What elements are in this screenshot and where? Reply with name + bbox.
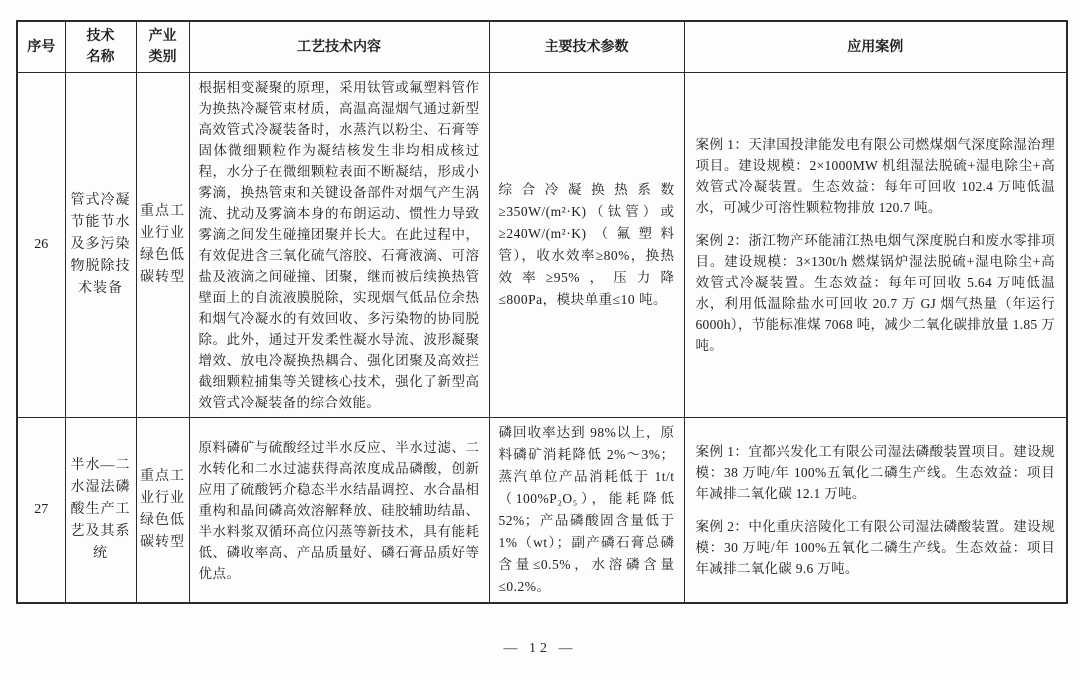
header-tech-params (489, 21, 684, 73)
header-application-cases (684, 21, 1067, 73)
table-row-26 (17, 73, 1067, 418)
tech-params: 综合冷凝换热系数≥350W/(m²·K)（钛管）或≥240W/(m²·K)（氟塑料管），收水效率≥80%，换热效率≥95%，压力降≤800Pa，模块单重≤10 吨。 (489, 73, 684, 418)
row-number: 26 (17, 73, 65, 418)
industry-category: 重点工业行业绿色低碳转型 (136, 73, 189, 418)
case-paragraph: 案例 1：天津国投津能发电有限公司燃煤烟气深度除湿治理项目。建设规模：2×1000MW 机组湿法脱硫+湿电除尘+高效管式冷凝装置。生态效益：每年可回收 102.4 万吨低温水，可减少可溶性颗粒物排放 120.7 吨。 (695, 137, 1055, 215)
header-industry-category-label: 产业类别 (148, 29, 177, 65)
process-content: 原料磷矿与硫酸经过半水反应、半水过滤、二水转化和二水过滤获得高浓度成品磷酸，创新应用了硫酸钙介稳态半水结晶调控、水合晶相重构和晶间磷高效溶解释放、硅胶辅助结晶、半水料浆双循环高位闪蒸等新技术，具有能耗低、磷收率高、产品质量好、磷石膏品质好等优点。 (189, 418, 489, 604)
industry-category: 重点工业行业绿色低碳转型 (136, 418, 189, 604)
header-application-cases-label: 应用案例 (847, 39, 904, 55)
header-process-content-label: 工艺技术内容 (297, 39, 381, 55)
header-tech-name-label: 技术名称 (86, 29, 115, 65)
application-cases (684, 73, 1067, 418)
row-number: 27 (17, 418, 65, 604)
header-industry-category (136, 21, 189, 73)
table-header-row (17, 21, 1067, 73)
table-row-27 (17, 418, 1067, 604)
header-no (17, 21, 65, 73)
header-tech-params-label: 主要技术参数 (544, 39, 629, 55)
case-paragraph: 案例 2：浙江物产环能浦江热电烟气深度脱白和废水零排项目。建设规模：3×130t/h 燃煤锅炉湿法脱硫+湿电除尘+高效管式冷凝装置。生态效益：每年可回收 5.64 万吨低温水，利用低温除盐水可回收 20.7 万 GJ 烟气热量（年运行 6000h），节能标准煤 7068 吨，减少二氧化碳排放量 1.85 万吨。 (695, 233, 1055, 353)
case-paragraph: 案例 2：中化重庆涪陵化工有限公司湿法磷酸装置。建设规模：30 万吨/年 100%五氧化二磷生产线。生态效益：项目年减排二氧化碳 9.6 万吨。 (695, 519, 1055, 576)
page-number: — 12 — (503, 641, 577, 656)
case-paragraph: 案例 1：宜都兴发化工有限公司湿法磷酸装置项目。建设规模：38 万吨/年 100%五氧化二磷生产线。生态效益：项目年减排二氧化碳 12.1 万吨。 (695, 444, 1055, 501)
technology-table (16, 20, 1068, 604)
header-tech-name (65, 21, 136, 73)
header-no-label: 序号 (27, 39, 56, 55)
tech-name: 管式冷凝节能节水及多污染物脱除技术装备 (65, 73, 136, 418)
tech-name: 半水—二水湿法磷酸生产工艺及其系统 (65, 418, 136, 604)
application-cases (684, 418, 1067, 604)
process-content: 根据相变凝聚的原理，采用钛管或氟塑料管作为换热冷凝管束材质，高温高湿烟气通过新型高效管式冷凝装备时，水蒸汽以粉尘、石膏等固体微细颗粒作为凝结核发生非均相成核过程，水分子在微细颗粒表面不断凝结，形成小雾滴，换热管束和关键设备部件对烟气产生涡流、扰动及雾滴本身的布朗运动、惯性力导致雾滴之间发生碰撞团聚并长大。在此过程中，有效促进含三氧化硫气溶胶、石膏液滴、可溶盐及液滴之间碰撞、团聚，继而被后续换热管壁面上的自流液膜脱除，实现烟气低品位余热和烟气冷凝水的有效回收、多污染物的协同脱除。此外，通过开发柔性凝水导流、波形凝聚增效、放电冷凝换热耦合、强化团聚及高效拦截细颗粒捕集等关键核心技术，强化了新型高效管式冷凝装备的综合效能。 (189, 73, 489, 418)
tech-params: 磷回收率达到 98%以上，原料磷矿消耗降低 2%～3%；蒸汽单位产品消耗低于 1t/t（100%P₂O₅），能耗降低 52%；产品磷酸固含量低于 1%（wt）；副产磷石膏总磷含量≤0.5%，水溶磷含量≤0.2%。 (489, 418, 684, 604)
header-process-content (189, 21, 489, 73)
